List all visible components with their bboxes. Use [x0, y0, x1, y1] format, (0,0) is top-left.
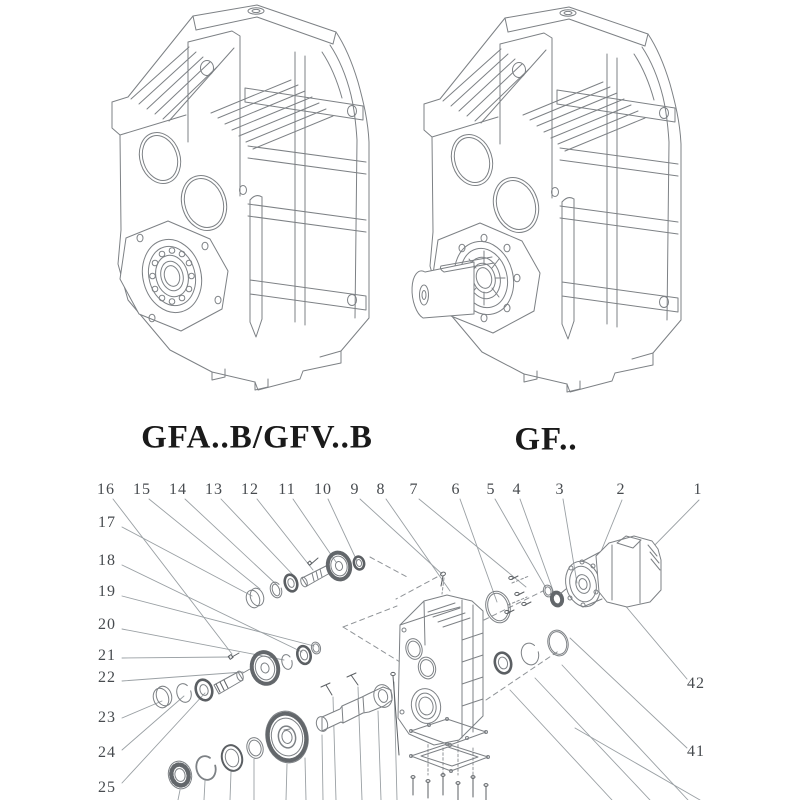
callout-13: 13 [205, 481, 223, 498]
callout-18: 18 [98, 552, 116, 569]
callout-15: 15 [133, 481, 151, 498]
callout-1: 1 [693, 481, 703, 498]
callout-2: 2 [616, 481, 626, 498]
gearbox-drawing-gf [412, 7, 681, 392]
gearbox-drawing-gfab [112, 5, 369, 390]
callout-8: 8 [376, 481, 386, 498]
callout-3: 3 [555, 481, 565, 498]
callout-16: 16 [97, 481, 115, 498]
motor-side-parts [482, 536, 661, 675]
callout-4: 4 [512, 481, 522, 498]
callout-14: 14 [169, 481, 187, 498]
model-label-gfab: GFA..B/GFV..B [141, 419, 373, 456]
callout-7: 7 [409, 481, 419, 498]
motor [583, 536, 661, 607]
exploded-diagram [113, 499, 700, 800]
callout-17: 17 [98, 514, 116, 531]
callout-5: 5 [486, 481, 496, 498]
callout-19: 19 [98, 583, 116, 600]
callout-12: 12 [241, 481, 259, 498]
callout-24: 24 [98, 744, 116, 761]
gear-housing [391, 595, 483, 755]
callout-22: 22 [98, 669, 116, 686]
callout-9: 9 [350, 481, 360, 498]
callout-21: 21 [98, 647, 116, 664]
base-bolts [411, 774, 488, 800]
shaft-bolts [321, 673, 358, 695]
intermediate-shaft-assembly [151, 641, 322, 710]
callout-25: 25 [98, 779, 116, 796]
callout-10: 10 [314, 481, 332, 498]
callout-11: 11 [278, 481, 296, 498]
callout-23: 23 [98, 709, 116, 726]
callout-20: 20 [98, 616, 116, 633]
callout-41: 41 [687, 743, 705, 760]
callout-42: 42 [687, 675, 705, 692]
hollow-shaft [315, 683, 395, 733]
model-label-gf: GF.. [514, 421, 578, 458]
callout-6: 6 [451, 481, 461, 498]
